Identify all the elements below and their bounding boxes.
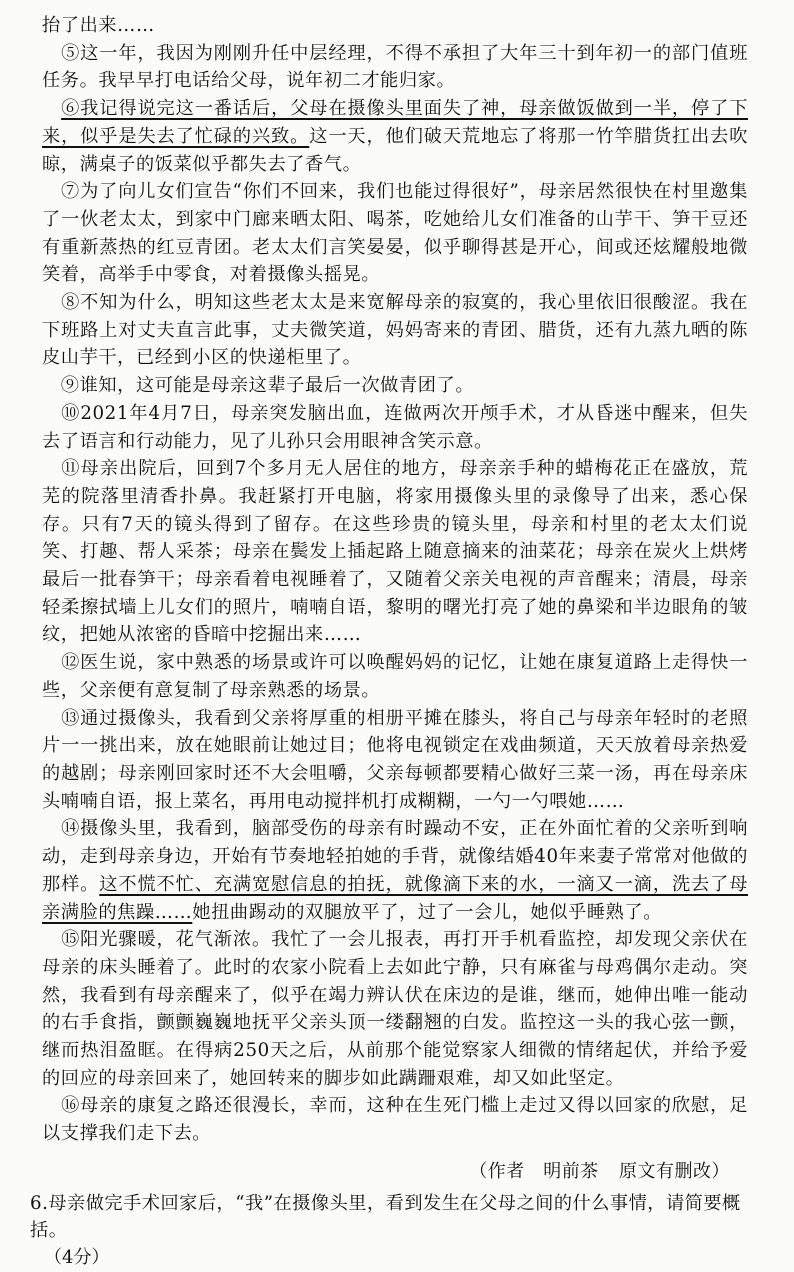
paragraph — [42, 1092, 748, 1147]
paragraph — [42, 455, 748, 649]
question-score: （4分） — [44, 1246, 110, 1268]
paragraph — [42, 705, 748, 816]
paragraph-text: ⑩2021年4月7日，母亲突发脑出血，连做两次开颅手术，才从昏迷中醒来，但失去了语言和行动能力，见了儿孙只会用眼神含笑示意。 — [42, 402, 748, 452]
paragraph — [42, 178, 748, 289]
credit-note: 原文有删改） — [619, 1160, 730, 1182]
paragraph-text: 这一天，他们破天荒地忘了将那一竹竿腊货扛出去吹晾，满桌子的饭菜似乎都失去了香气。 — [42, 125, 748, 175]
paragraph-text: ⑮阳光骤暖，花气渐浓。我忙了一会儿报表，再打开手机看监控，却发现父亲伏在母亲的床头睡着了。此时的农家小院看上去如此宁静，只有麻雀与母鸡偶尔走动。突然，我看到有母亲醒来了，似乎在竭力辨认伏在床边的是谁，继而，她伸出唯一能动的右手食指，颤颤巍巍地抚平父亲头顶一缕翻翘的白发。监控这一头的我心弦一颤，继而热泪盈眶。在得病250天之后，从前那个能觉察家人细微的情绪起伏，并给予爱的回应的母亲回来了，她回转来的脚步如此蹒跚艰难，却又如此坚定。 — [42, 929, 748, 1089]
paragraph — [42, 40, 748, 95]
paragraph — [42, 95, 748, 178]
paragraph — [42, 400, 748, 455]
paragraph-text: ⑭摄像头里，我看到，脑部受伤的母亲有时躁动不安，正在外面忙着的父亲听到响动，走到母亲身边，开始有节奏地轻拍她的手背，就像结婚40年来妻子常常对他做的那样。 — [42, 818, 748, 895]
paragraph-text: ⑫医生说，家中熟悉的场景或许可以唤醒妈妈的记忆，让她在康复道路上走得快一些，父亲便有意复制了母亲熟悉的场景。 — [42, 652, 748, 701]
paragraph — [42, 926, 748, 1092]
paragraph-text: 她扭曲踢动的双腿放平了，过了一会儿，她似乎睡熟了。 — [192, 901, 663, 923]
paragraph-text: ⑤这一年，我因为刚刚升任中层经理，不得不承担了大年三十到年初一的部门值班任务。我早早打电话给父母，说年初二才能归家。 — [42, 42, 748, 92]
paragraph — [42, 289, 748, 372]
article-body — [42, 12, 748, 1148]
paragraph-text: 抬了出来…… — [42, 15, 155, 36]
paragraph-text: ⑬通过摄像头，我看到父亲将厚重的相册平摊在膝头，将自己与母亲年轻时的老照片一一挑出来，放在她眼前让她过目；他将电视锁定在戏曲频道，天天放着母亲热爱的越剧；母亲刚回家时还不大会咀嚼，父亲每顿都要精心做好三菜一汤，再在母亲床头喃喃自语，报上菜名，再用电动搅拌机打成糊糊，一勺一勺喂她…… — [42, 707, 748, 812]
paragraph — [42, 815, 748, 926]
paragraph-text: ⑪母亲出院后，回到7个多月无人居住的地方，母亲亲手种的蜡梅花正在盛放，荒芜的院落里清香扑鼻。我赶紧打开电脑，将家用摄像头里的录像导了出来，悉心保存。只有7天的镜头得到了留存。在这些珍贵的镜头里，母亲和村里的老太太们说笑、打趣、帮人采茶；母亲在鬓发上插起路上随意摘来的油菜花；母亲在炭火上烘烤最后一批春笋干；母亲看着电视睡着了，又随着父亲关电视的声音醒来；清晨，母亲轻柔擦拭墙上儿女们的照片，喃喃自语，黎明的曙光打亮了她的鼻梁和半边眼角的皱纹，把她从浓密的昏暗中挖掘出来…… — [42, 458, 748, 646]
paragraph — [42, 649, 748, 704]
paragraph-text: ⑨谁知，这可能是母亲这辈子最后一次做青团了。 — [42, 375, 475, 397]
article-credit — [42, 1154, 730, 1190]
underlined-sentence: ⑥我记得说完这一番话后，父母在摄像头里面失了神，母亲做饭做到一半，停了下来，似乎是失去了忙碌的兴致。 — [42, 98, 748, 147]
paragraph — [42, 12, 748, 40]
question-6: 6.母亲做完手术回家后，“我”在摄像头里，看到发生在父母之间的什么事情，请简要概括。 — [30, 1192, 741, 1241]
paragraph-text: ⑦为了向儿女们宣告“你们不回来，我们也能过得很好”，母亲居然很快在村里邀集了一伙老太太，到家中门廊来晒太阳、喝茶，吃她给儿女们准备的山芋干、笋干豆还有重新蒸热的红豆青团。老太太们言笑晏晏，似乎聊得甚是开心，间或还炫耀般地微笑着，高举手中零食，对着摄像头摇晃。 — [42, 181, 748, 286]
paragraph-text: ⑧不知为什么，明知这些老太太是来宽解母亲的寂寞的，我心里依旧很酸涩。我在下班路上对丈夫直言此事，丈夫微笑道，妈妈寄来的青团、腊货，还有九蒸九晒的陈皮山芋干，已经到小区的快递柜里了。 — [42, 292, 748, 369]
credit-author: （作者 明前茶 — [469, 1160, 599, 1182]
paragraph-text — [42, 98, 61, 119]
paragraph-text: ⑯母亲的康复之路还很漫长，幸而，这种在生死门槛上走过又得以回家的欣慰，足以支撑我们走下去。 — [42, 1095, 748, 1145]
paragraph — [42, 372, 748, 400]
underlined-sentence: 这不慌不忙、充满宽慰信息的拍抚，就像滴下来的水，一滴又一滴，洗去了母亲满脸的焦躁…… — [42, 873, 748, 923]
